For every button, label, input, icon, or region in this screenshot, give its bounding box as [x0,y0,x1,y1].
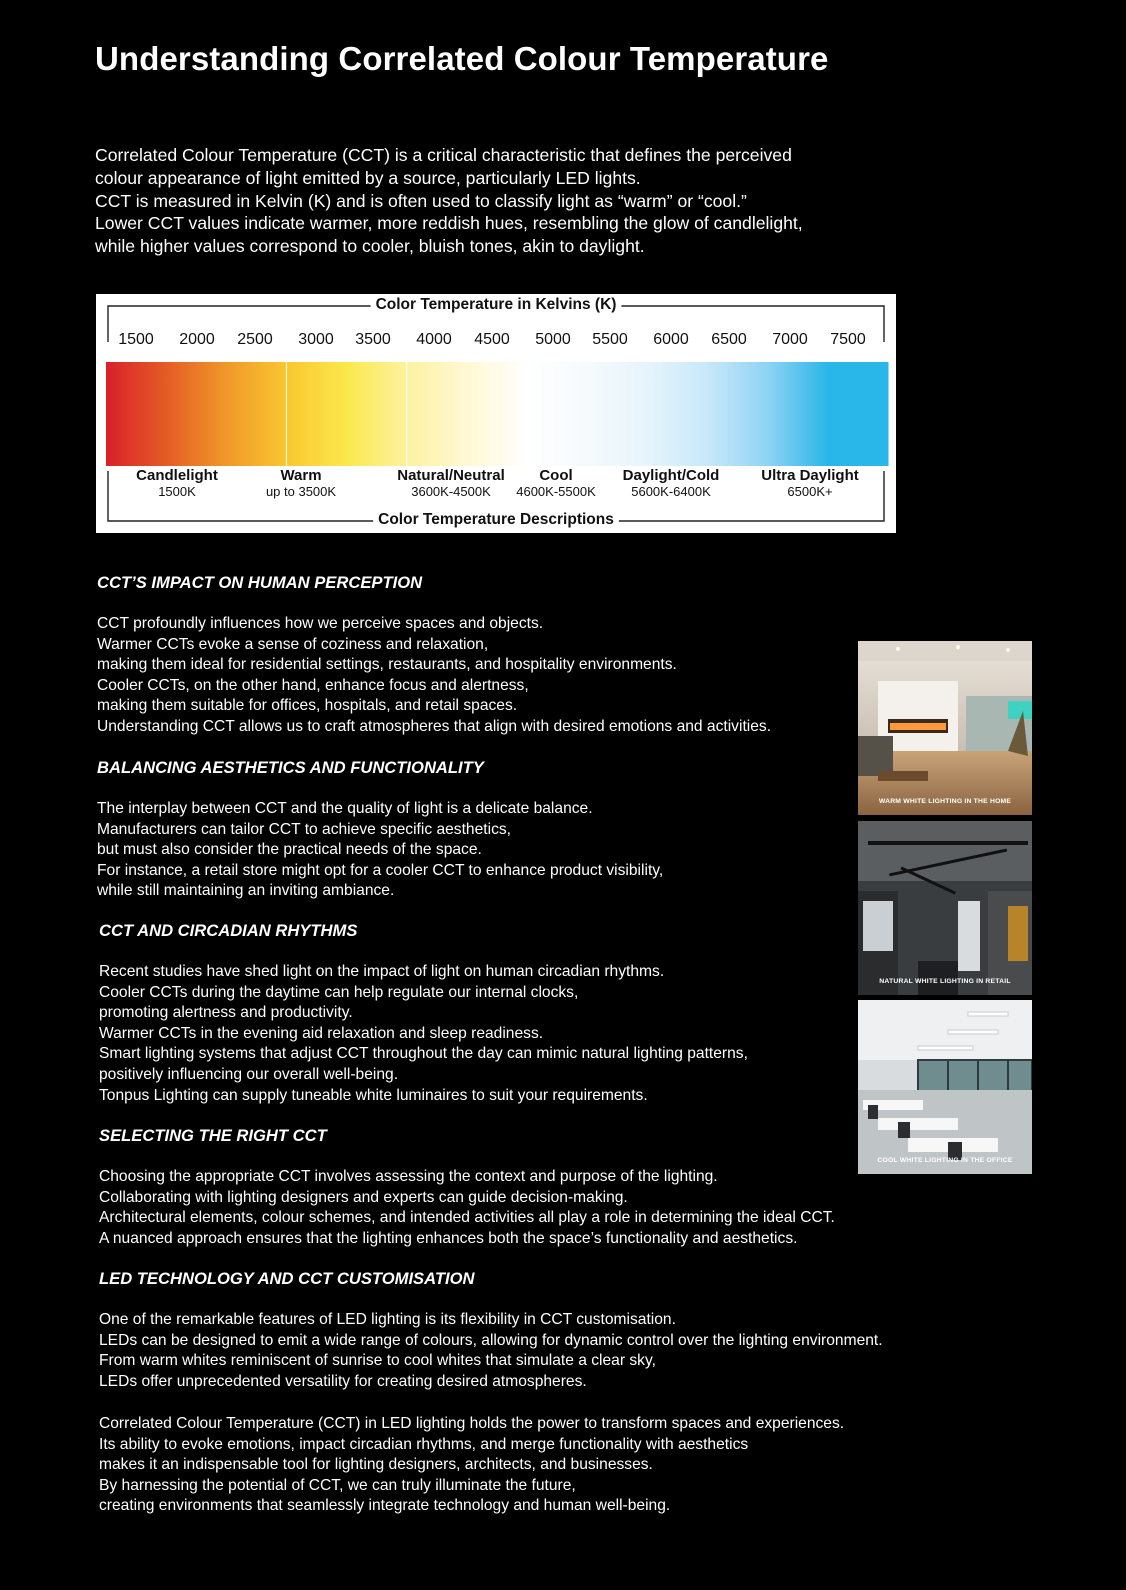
section-line: making them suitable for offices, hospitals, and retail spaces. [97,697,518,715]
section-heading: BALANCING AESTHETICS AND FUNCTIONALITY [97,758,484,777]
cct-color-segment [226,362,287,466]
cct-description-name: Daylight/Cold [622,467,720,484]
kelvin-label: 1500 [118,331,154,348]
kelvin-label: 2000 [179,331,215,348]
section-line: positively influencing our overall well-being. [99,1065,399,1083]
cct-color-segment [286,362,347,466]
intro-paragraph [95,144,803,258]
kelvin-label: 6000 [653,331,689,348]
cct-color-segment [768,362,829,466]
photo-caption: COOL WHITE LIGHTING IN THE OFFICE [877,1157,1013,1164]
kelvin-label: 5000 [535,331,571,348]
intro-line: colour appearance of light emitted by a source, particularly LED lights. [95,167,641,188]
chart-bottom-title: Color Temperature Descriptions [378,511,614,528]
cct-color-segment [828,362,889,466]
section-line: Tonpus Lighting can supply tuneable white luminaires to suit your requirements. [99,1086,648,1104]
cct-color-segment [708,362,769,466]
section-line: The interplay between CCT and the quality of light is a delicate balance. [97,800,593,817]
cct-description-range: 4600K-5500K [516,484,596,499]
cct-description-name: Candlelight [136,467,218,484]
cct-color-segment [407,362,468,466]
section-line: promoting alertness and productivity. [99,1004,353,1022]
kelvin-label: 3500 [355,331,391,348]
kelvin-label: 3000 [298,331,334,348]
conclusion-line: makes it an indispensable tool for lighting designers, architects, and businesses. [99,1456,653,1474]
photo-caption: NATURAL WHITE LIGHTING IN RETAIL [879,978,1011,985]
chart-top-title: Color Temperature in Kelvins (K) [375,296,617,313]
kelvin-label: 4000 [416,331,452,348]
section-line: LEDs offer unprecedented versatility for creating desired atmospheres. [99,1372,587,1390]
section-paragraph [97,799,663,902]
section-line: Smart lighting systems that adjust CCT throughout the day can mimic natural lighting patterns, [99,1045,748,1063]
cct-color-segment [647,362,708,466]
conclusion-line: Its ability to evoke emotions, impact circadian rhythms, and merge functionality with aesthetics [99,1435,749,1453]
section-line: Architectural elements, colour schemes, and intended activities all play a role in determining the ideal CCT. [99,1209,835,1227]
cct-description-range: 1500K [158,484,196,499]
section-heading: CCT AND CIRCADIAN RHYTHMS [99,921,358,940]
cct-description-range: 5600K-6400K [631,484,711,499]
section-line: Manufacturers can tailor CCT to achieve specific aesthetics, [97,820,511,838]
cct-description-name: Ultra Daylight [761,467,859,484]
kelvin-label: 2500 [237,331,273,348]
section-led-technology [99,1269,883,1392]
kelvin-label: 4500 [474,331,510,348]
section-line: Warmer CCTs in the evening aid relaxation and sleep readiness. [99,1024,544,1042]
cct-color-segment [166,362,227,466]
intro-line: CCT is measured in Kelvin (K) and is often used to classify light as “warm” or “cool.” [95,190,747,211]
conclusion-line: By harnessing the potential of CCT, we can truly illuminate the future, [99,1476,576,1494]
page-title: Understanding Correlated Colour Temperature [95,40,829,77]
section-line: One of the remarkable features of LED lighting is its flexibility in CCT customisation. [99,1311,676,1328]
section-paragraph [99,1167,835,1249]
section-heading: CCT’S IMPACT ON HUMAN PERCEPTION [97,573,423,592]
cct-description-name: Natural/Neutral [397,467,505,484]
cct-color-segment [587,362,648,466]
section-line: while still maintaining an inviting ambiance. [97,882,395,900]
section-line: Collaborating with lighting designers and experts can guide decision-making. [99,1188,628,1206]
cct-description-range: up to 3500K [265,484,337,499]
cct-description-range: 6500K+ [787,484,833,499]
cct-description-name: Warm [280,467,322,484]
section-line: Cooler CCTs during the daytime can help regulate our internal clocks, [99,983,579,1001]
section-line: Recent studies have shed light on the impact of light on human circadian rhythms. [99,963,665,980]
section-paragraph [99,962,748,1106]
cct-color-segment [527,362,588,466]
section-line: but must also consider the practical needs of the space. [97,841,482,859]
cct-color-segment [106,362,167,466]
section-line: CCT profoundly influences how we perceive spaces and objects. [97,615,544,632]
section-line: Warmer CCTs evoke a sense of coziness and relaxation, [97,635,489,653]
section-heading: SELECTING THE RIGHT CCT [99,1126,327,1145]
kelvin-label: 7500 [830,331,866,348]
intro-line: while higher values correspond to cooler, bluish tones, akin to daylight. [95,236,645,257]
section-circadian [99,921,748,1106]
section-perception [97,573,771,738]
photo-cool-office [858,1000,1032,1174]
conclusion [99,1414,844,1517]
conclusion-paragraph [99,1414,844,1517]
photo-natural-retail [858,821,1032,995]
section-line: Understanding CCT allows us to craft atmospheres that align with desired emotions and activities. [97,717,772,735]
section-line: making them ideal for residential settings, restaurants, and hospitality environments. [97,656,677,674]
cct-description-range: 3600K-4500K [411,484,491,499]
photo-warm-home [858,641,1032,815]
cct-color-segment [467,362,528,466]
section-selecting [99,1126,835,1249]
conclusion-line: Correlated Colour Temperature (CCT) in LED lighting holds the power to transform spaces and experiences. [99,1415,845,1432]
conclusion-line: creating environments that seamlessly integrate technology and human well-being. [99,1497,671,1515]
section-aesthetics [97,758,663,902]
section-line: For instance, a retail store might opt for a cooler CCT to enhance product visibility, [97,861,664,879]
section-line: From warm whites reminiscent of sunrise to cool whites that simulate a clear sky, [99,1352,656,1370]
section-line: LEDs can be designed to emit a wide range of colours, allowing for dynamic control over the lighting environment. [99,1331,883,1349]
intro-line: Lower CCT values indicate warmer, more reddish hues, resembling the glow of candlelight, [95,213,803,234]
section-heading: LED TECHNOLOGY AND CCT CUSTOMISATION [99,1269,475,1288]
kelvin-label: 7000 [772,331,808,348]
photo-caption: WARM WHITE LIGHTING IN THE HOME [878,798,1012,805]
intro-line: Correlated Colour Temperature (CCT) is a critical characteristic that defines the perceived [95,145,792,165]
kelvin-label: 5500 [592,331,628,348]
cct-scale-chart [96,294,896,533]
section-paragraph [97,614,771,738]
section-paragraph [99,1310,883,1392]
cct-description-name: Cool [539,467,573,484]
section-line: A nuanced approach ensures that the lighting enhances both the space’s functionality and aesthetics. [99,1229,798,1247]
cct-color-segment [347,362,408,466]
section-line: Choosing the appropriate CCT involves assessing the context and purpose of the lighting. [99,1168,718,1185]
section-line: Cooler CCTs, on the other hand, enhance focus and alertness, [97,676,529,694]
kelvin-label: 6500 [711,331,747,348]
